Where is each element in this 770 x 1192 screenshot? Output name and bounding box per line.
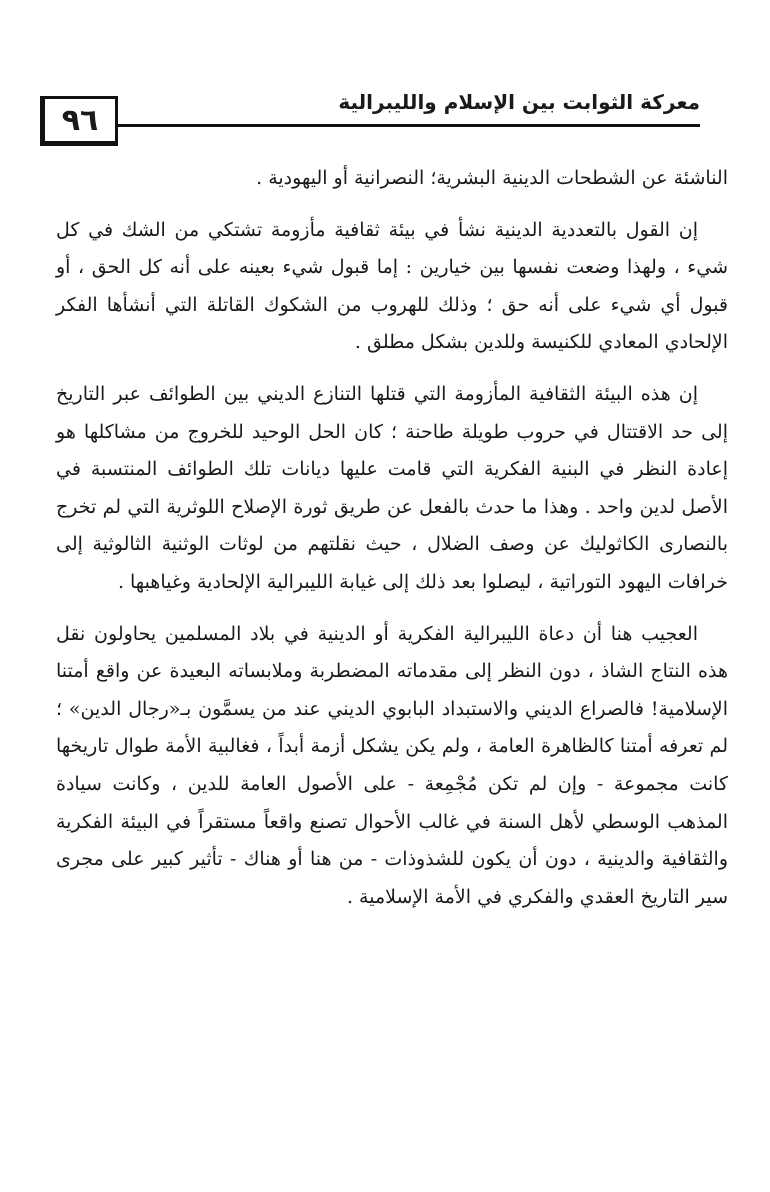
paragraph-2: إن القول بالتعددية الدينية نشأ في بيئة ثقافية مأزومة تشتكي من الشك في كل شيء ، ولهذا وضعت نفسها بين خيارين : إما قبول شيء بعينه على أنه كل الحق ، أو قبول أي شيء على أنه حق ؛ وذلك للهروب من الشكوك القاتلة التي أنشأها الفكر الإلحادي المعادي للكنيسة وللدين بشكل مطلق .	[56, 218, 728, 354]
running-header	[40, 88, 700, 158]
running-title: معركة الثوابت بين الإسلام والليبرالية	[338, 90, 700, 114]
paragraph-4: العجيب هنا أن دعاة الليبرالية الفكرية أو الدينية في بلاد المسلمين يحاولون نقل هذه النتاج الشاذ ، دون النظر إلى مقدماته المضطربة وملابساته البعيدة عن واقع أمتنا الإسلامية! فالصراع الديني والاستبداد البابوي الديني عند من يسمَّون بـ«رجال الدين» ؛ لم تعرفه أمتنا كالظاهرة العامة ، ولم يكن يشكل أزمة أبداً ، فغالبية الأمة طوال تاريخها كانت مجموعة - وإن لم تكن مُجْمِعة - على الأصول العامة للدين ، وكانت سيادة المذهب الوسطي لأهل السنة في غالب الأحوال تصنع واقعاً مستقراً في البيئة الفكرية والثقافية والدينية ، دون أن يكون للشذوذات - من هنا أو هناك - تأثير كبير على مجرى سير التاريخ العقدي والفكري في الأمة الإسلامية .	[56, 622, 728, 908]
header-rule	[118, 124, 700, 127]
page-number: ٩٦	[40, 96, 118, 146]
paragraph-3: إن هذه البيئة الثقافية المأزومة التي قتلها التنازع الديني بين الطوائف عبر التاريخ إلى حد الاقتتال في حروب طويلة طاحنة ؛ كان الحل الوحيد للخروج من مشاكلها هو إعادة النظر في البنية الفكرية التي قامت عليها ديانات تلك الطوائف المنتسبة في الأصل لدين واحد . وهذا ما حدث بالفعل عن طريق ثورة الإصلاح اللوثرية التي لم تخرج بالنصارى الكاثوليك عن وصف الضلال ، حيث نقلتهم من لوثات الوثنية الثالوثية إلى خرافات اليهود التوراتية ، ليصلوا بعد ذلك إلى غيابة الليبرالية الإلحادية وغياهبها .	[56, 382, 728, 593]
body-text	[56, 160, 728, 930]
paragraph-1: الناشئة عن الشطحات الدينية البشرية؛ النصرانية أو اليهودية .	[256, 167, 728, 189]
